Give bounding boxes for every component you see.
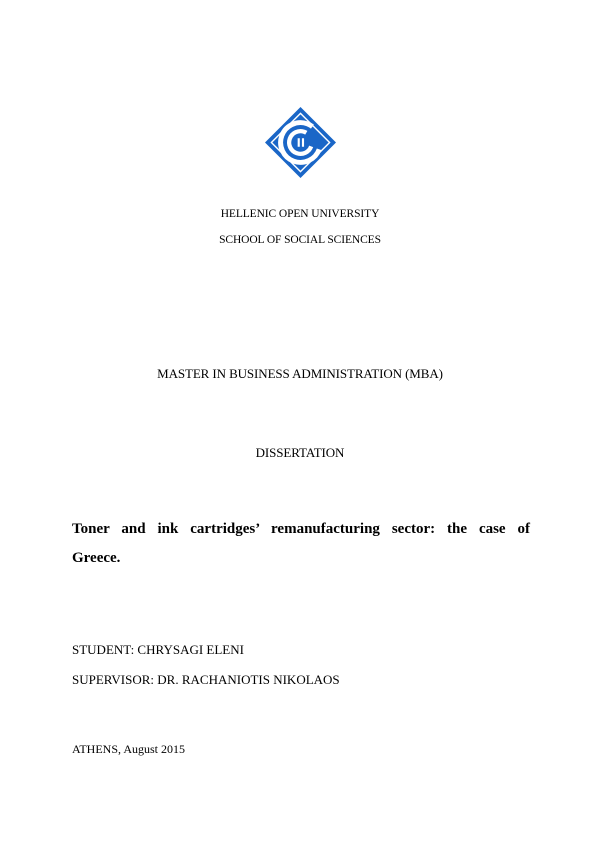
dissertation-title: Toner and ink cartridges’ remanufacturing sector: the case of Greece. [72,521,530,566]
document-type: DISSERTATION [255,445,345,460]
school-name: SCHOOL OF SOCIAL SCIENCES [219,234,381,246]
university-name: HELLENIC OPEN UNIVERSITY [220,208,380,220]
university-emblem-icon [265,107,336,178]
supervisor-line: SUPERVISOR: DR. RACHANIOTIS NIKOLAOS [72,672,340,687]
place-date: ATHENS, August 2015 [72,742,186,756]
student-line: STUDENT: CHRYSAGI ELENI [72,642,244,657]
programme-name: MASTER IN BUSINESS ADMINISTRATION (MBA) [157,366,443,381]
